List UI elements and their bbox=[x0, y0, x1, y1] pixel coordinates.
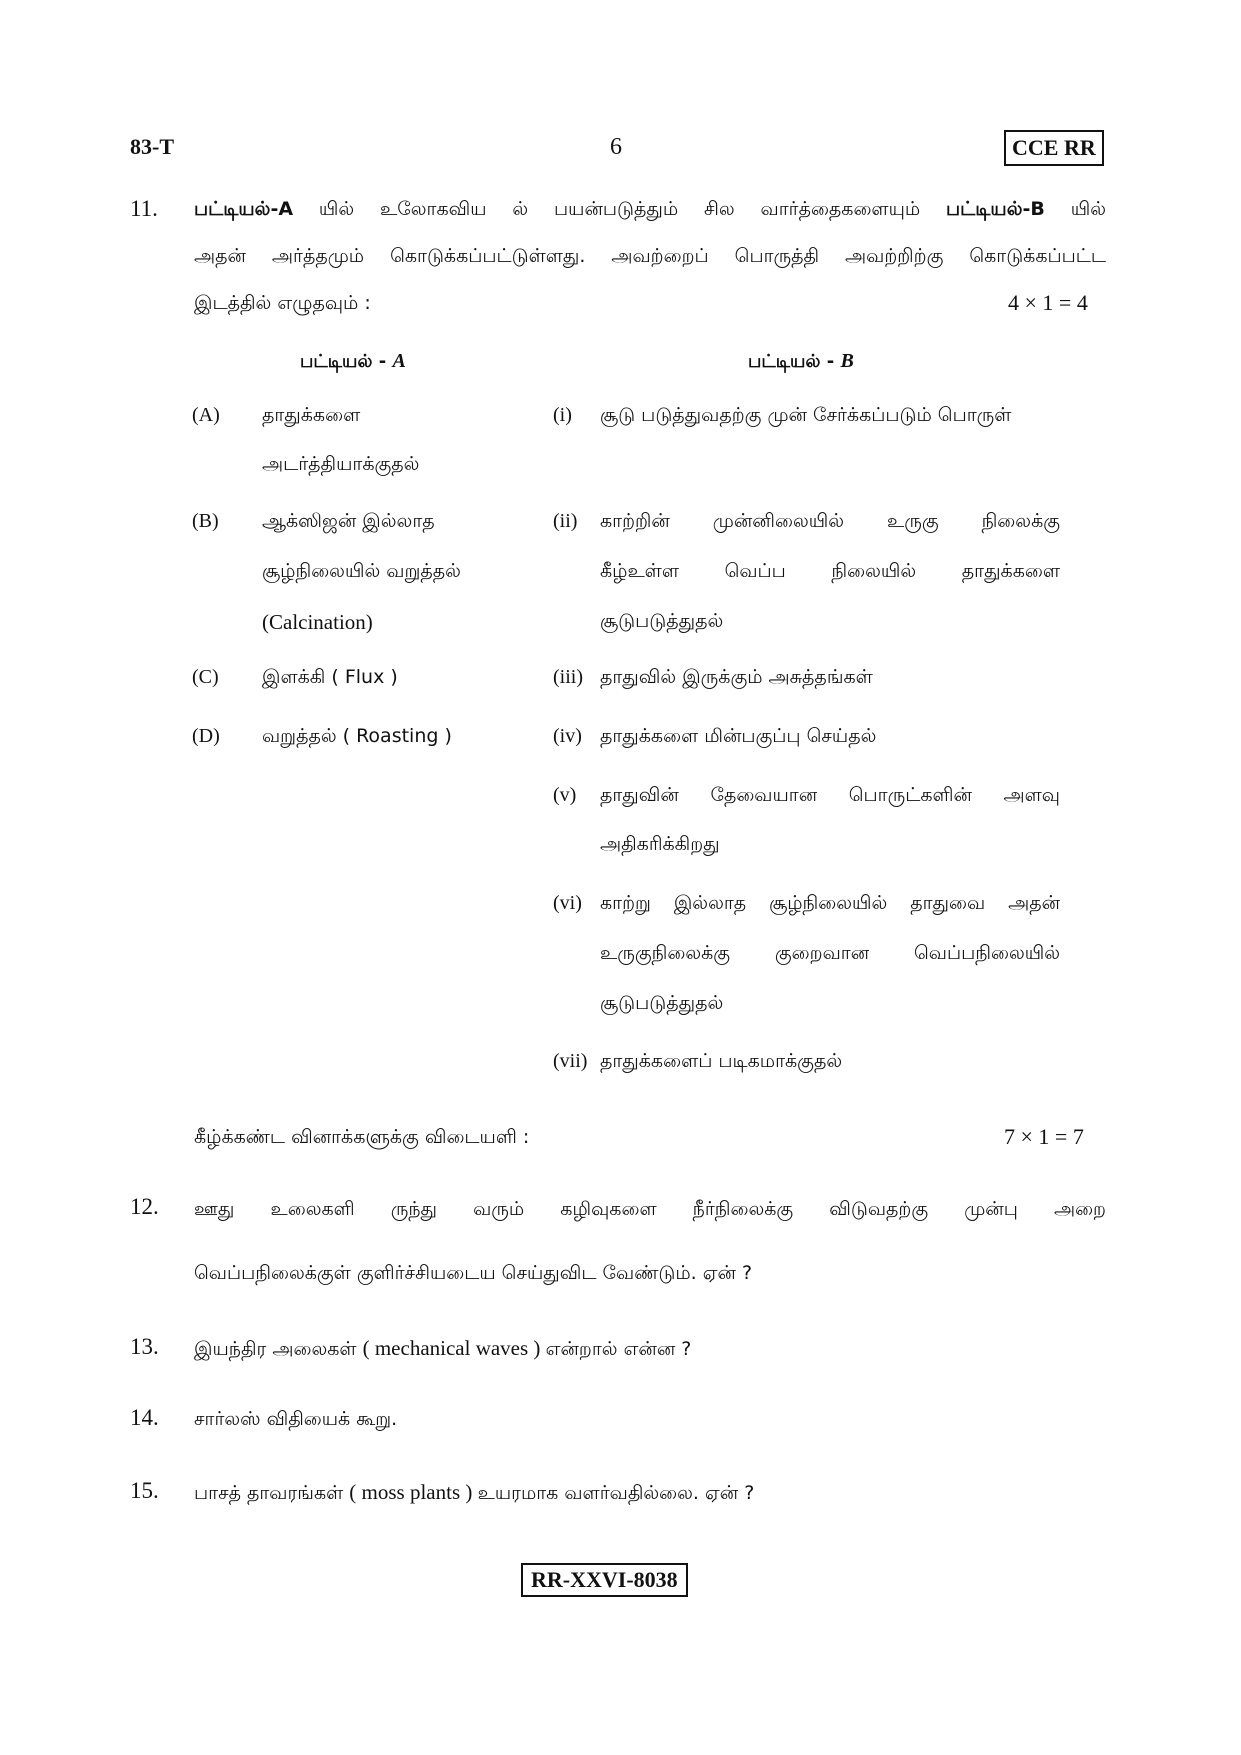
question-11-line-1 bbox=[194, 198, 1106, 223]
list-b-label-vi: (vi) bbox=[553, 892, 582, 914]
list-b-heading-text: பட்டியல் - bbox=[748, 351, 841, 372]
question-14-text: சார்லஸ் விதியைக் கூறு. bbox=[194, 1408, 398, 1430]
list-b-item-vi-line3: சூடுபடுத்துதல் bbox=[600, 992, 724, 1014]
list-b-label-v: (v) bbox=[553, 784, 577, 806]
section-instruction: கீழ்க்கண்ட வினாக்களுக்கு விடையளி : bbox=[194, 1126, 530, 1148]
list-b-item-v-line1: தாதுவின் தேவையான பொருட்களின் அளவு bbox=[600, 784, 1060, 806]
list-b-item-vi-line2: உருகுநிலைக்கு குறைவான வெப்பநிலையில் bbox=[600, 942, 1060, 964]
q15-after: உயரமாக வளர்வதில்லை. ஏன் ? bbox=[477, 1482, 755, 1504]
question-15-text bbox=[194, 1480, 1106, 1507]
question-11-line-3: இடத்தில் எழுதவும் : bbox=[194, 292, 371, 314]
list-b-item-vii: தாதுக்களைப் படிகமாக்குதல் bbox=[600, 1050, 843, 1072]
list-a-item-B-line2: சூழ்நிலையில் வறுத்தல் bbox=[262, 560, 461, 582]
list-b-item-i: சூடு படுத்துவதற்கு முன் சேர்க்கப்படும் பொருள் bbox=[600, 404, 1012, 426]
q13-before: இயந்திர அலைகள் bbox=[194, 1338, 363, 1360]
list-b-label-vii: (vii) bbox=[553, 1050, 588, 1072]
footer-code-box: RR-XXVI-8038 bbox=[521, 1563, 688, 1597]
list-a-heading bbox=[300, 350, 406, 374]
list-b-item-ii-line3: சூடுபடுத்துதல் bbox=[600, 610, 724, 632]
q11-line1-text: யில் உலோகவிய ல் பயன்படுத்தும் சில வார்த்தைகளையும் bbox=[293, 198, 947, 220]
section-marks: 7 × 1 = 7 bbox=[1004, 1124, 1084, 1149]
question-12-line-2: வெப்பநிலைக்குள் குளிர்ச்சியடைய செய்துவிட வேண்டும். ஏன் ? bbox=[194, 1262, 753, 1284]
question-12-line-1: ஊது உலைகளி ருந்து வரும் கழிவுகளை நீர்நிலைக்கு விடுவதற்கு முன்பு அறை bbox=[194, 1198, 1106, 1220]
list-a-label-D: (D) bbox=[192, 725, 220, 747]
list-b-label-ii: (ii) bbox=[553, 510, 578, 532]
list-b-heading bbox=[748, 350, 854, 374]
list-a-item-C: இளக்கி ( Flux ) bbox=[262, 666, 398, 688]
q15-latin: ( moss plants ) bbox=[349, 1480, 478, 1504]
list-b-ref: பட்டியல்-B bbox=[946, 198, 1045, 220]
page-number: 6 bbox=[610, 134, 622, 160]
q13-latin: ( mechanical waves ) bbox=[362, 1336, 546, 1360]
list-b-letter: B bbox=[840, 350, 854, 372]
question-13-text bbox=[194, 1336, 1106, 1363]
q15-before: பாசத் தாவரங்கள் bbox=[194, 1482, 350, 1504]
list-b-item-vi-line1: காற்று இல்லாத சூழ்நிலையில் தாதுவை அதன் bbox=[600, 892, 1060, 914]
series-box: CCE RR bbox=[1004, 130, 1104, 166]
list-a-letter: A bbox=[392, 350, 406, 372]
question-11-line-2: அதன் அர்த்தமும் கொடுக்கப்பட்டுள்ளது. அவற்றைப் பொருத்தி அவற்றிற்கு கொடுக்கப்பட்ட bbox=[194, 245, 1106, 267]
q11-line1-tail: யில் bbox=[1044, 198, 1106, 220]
list-a-label-A: (A) bbox=[192, 404, 220, 426]
list-a-label-C: (C) bbox=[192, 666, 219, 688]
question-15-number: 15. bbox=[130, 1478, 159, 1503]
question-11-number: 11. bbox=[130, 196, 158, 221]
question-11-marks: 4 × 1 = 4 bbox=[1008, 290, 1088, 315]
list-b-label-i: (i) bbox=[553, 404, 572, 426]
list-b-label-iii: (iii) bbox=[553, 666, 583, 688]
list-b-item-iv: தாதுக்களை மின்பகுப்பு செய்தல் bbox=[600, 725, 877, 747]
list-a-item-D: வறுத்தல் ( Roasting ) bbox=[262, 725, 452, 747]
list-a-item-B-line3: (Calcination) bbox=[262, 610, 373, 634]
list-a-ref: பட்டியல்-A bbox=[194, 198, 294, 220]
list-b-item-iii: தாதுவில் இருக்கும் அசுத்தங்கள் bbox=[600, 666, 873, 688]
list-b-label-iv: (iv) bbox=[553, 725, 582, 747]
list-b-item-v-line2: அதிகரிக்கிறது bbox=[600, 833, 720, 855]
paper-code: 83-T bbox=[130, 134, 174, 159]
list-b-item-ii-line2: கீழ்உள்ள வெப்ப நிலையில் தாதுக்களை bbox=[600, 560, 1060, 582]
list-a-heading-text: பட்டியல் - bbox=[300, 351, 393, 372]
list-a-item-A-line2: அடர்த்தியாக்குதல் bbox=[262, 453, 420, 475]
question-13-number: 13. bbox=[130, 1334, 159, 1359]
question-12-number: 12. bbox=[130, 1194, 159, 1219]
list-a-item-A-line1: தாதுக்களை bbox=[262, 404, 361, 426]
list-a-label-B: (B) bbox=[192, 510, 219, 532]
q13-after: என்றால் என்ன ? bbox=[545, 1338, 692, 1360]
list-a-item-B-line1: ஆக்ஸிஜன் இல்லாத bbox=[262, 510, 435, 532]
question-14-number: 14. bbox=[130, 1405, 159, 1430]
list-b-item-ii-line1: காற்றின் முன்னிலையில் உருகு நிலைக்கு bbox=[600, 510, 1060, 532]
